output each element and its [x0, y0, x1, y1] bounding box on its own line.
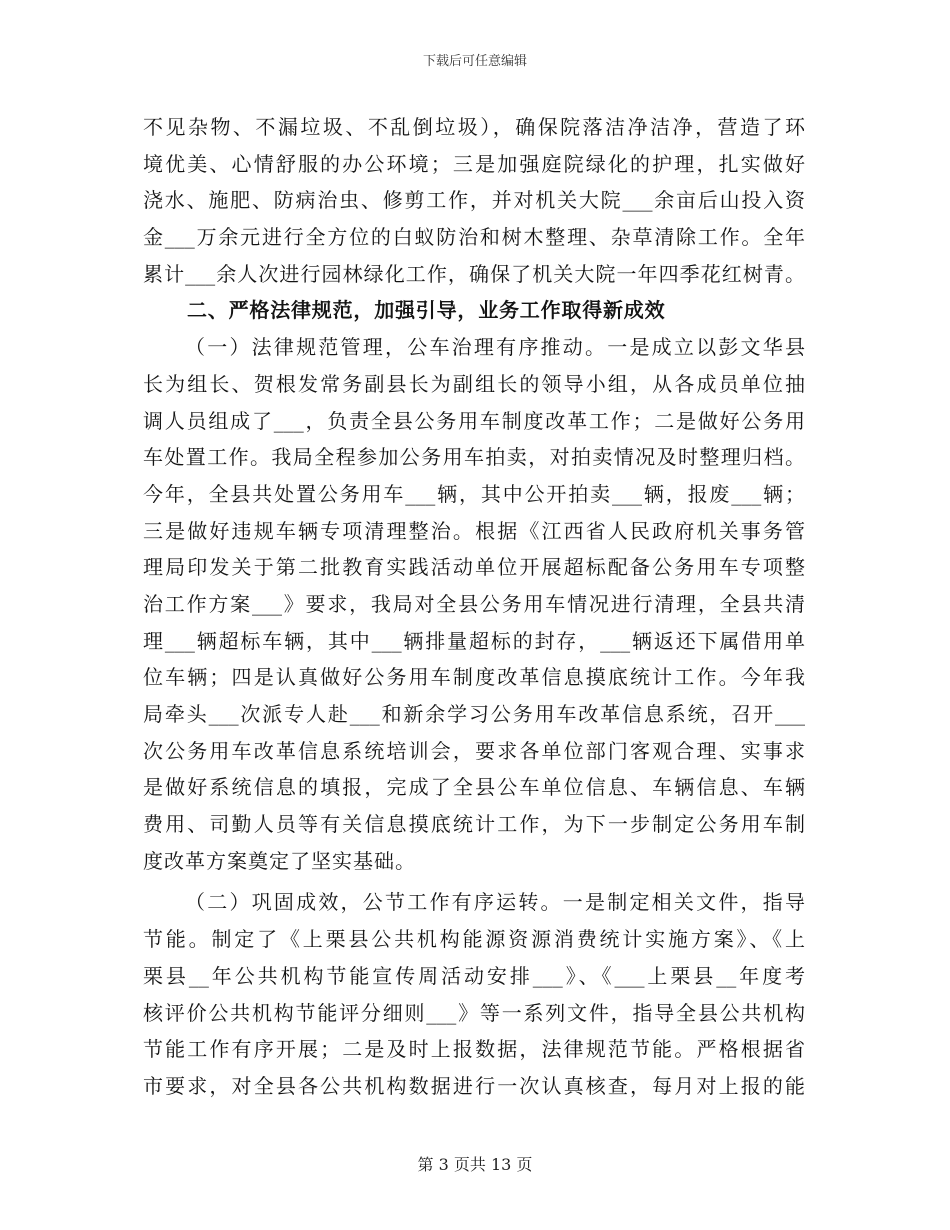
text-line: （一）法律规范管理，公车治理有序推动。一是成立以彭文华县 [185, 335, 805, 360]
text-line: 节能工作有序开展；二是及时上报数据，法律规范节能。严格根据省 [143, 1037, 805, 1062]
text-line: （二）巩固成效，公节工作有序运转。一是制定相关文件，指导 [185, 890, 805, 915]
paragraph-1 [143, 109, 805, 292]
text-line: 理局印发关于第二批教育实践活动单位开展超标配备公务用车专项整 [143, 555, 805, 580]
text-line: 浇水、施肥、防病治虫、修剪工作，并对机关大院___余亩后山投入资 [143, 188, 805, 213]
text-line: 费用、司勤人员等有关信息摸底统计工作，为下一步制定公务用车制 [143, 812, 805, 837]
page-number: 第 3 页共 13 页 [417, 1155, 533, 1174]
header-note: 下载后可任意编辑 [422, 54, 527, 69]
text-line: 理___辆超标车辆，其中___辆排量超标的封存，___辆返还下属借用单 [143, 628, 805, 653]
text-line: 次公务用车改革信息系统培训会，要求各单位部门客观合理、实事求 [143, 738, 805, 763]
text-line: 长为组长、贺根发常务副县长为副组长的领导小组，从各成员单位抽 [143, 371, 805, 396]
text-line: 调人员组成了___，负责全县公务用车制度改革工作；二是做好公务用 [143, 408, 805, 433]
text-line: 市要求，对全县各公共机构数据进行一次认真核查，每月对上报的能 [143, 1073, 805, 1098]
text-line: 金___万余元进行全方位的白蚁防治和树木整理、杂草清除工作。全年 [143, 225, 805, 250]
text-line: 是做好系统信息的填报，完成了全县公车单位信息、车辆信息、车辆 [143, 775, 805, 800]
text-line: 核评价公共机构节能评分细则___》等一系列文件，指导全县公共机构 [143, 1000, 805, 1025]
text-line: 三是做好违规车辆专项清理整治。根据《江西省人民政府机关事务管 [143, 518, 805, 543]
text-line: 度改革方案奠定了坚实基础。 [143, 848, 416, 873]
text-line: 位车辆；四是认真做好公务用车制度改革信息摸底统计工作。今年我 [143, 665, 805, 690]
document-body [143, 109, 805, 1105]
text-line: 不见杂物、不漏垃圾、不乱倒垃圾），确保院落洁净洁净，营造了环 [143, 115, 805, 139]
text-line: 栗县__年公共机构节能宣传周活动安排___》、《___上栗县__年度考 [143, 963, 805, 988]
text-line: 累计___余人次进行园林绿化工作，确保了机关大院一年四季花红树青。 [143, 261, 805, 286]
text-line: 车处置工作。我局全程参加公务用车拍卖，对拍卖情况及时整理归档。 [143, 445, 805, 470]
paragraph-3 [143, 884, 805, 1104]
text-line: 今年，全县共处置公务用车___辆，其中公开拍卖___辆，报废___辆； [143, 481, 805, 506]
text-line: 境优美、心情舒服的办公环境；三是加强庭院绿化的护理，扎实做好 [143, 151, 805, 176]
section-heading: 二、严格法律规范，加强引导，业务工作取得新成效 [187, 298, 666, 323]
text-line: 节能。制定了《上栗县公共机构能源资源消费统计实施方案》、《上 [143, 927, 805, 952]
text-line: 治工作方案___》要求，我局对全县公务用车情况进行清理，全县共清 [143, 591, 805, 616]
text-line: 局牵头___次派专人赴___和新余学习公务用车改革信息系统，召开___ [143, 702, 805, 726]
paragraph-2 [143, 329, 805, 879]
